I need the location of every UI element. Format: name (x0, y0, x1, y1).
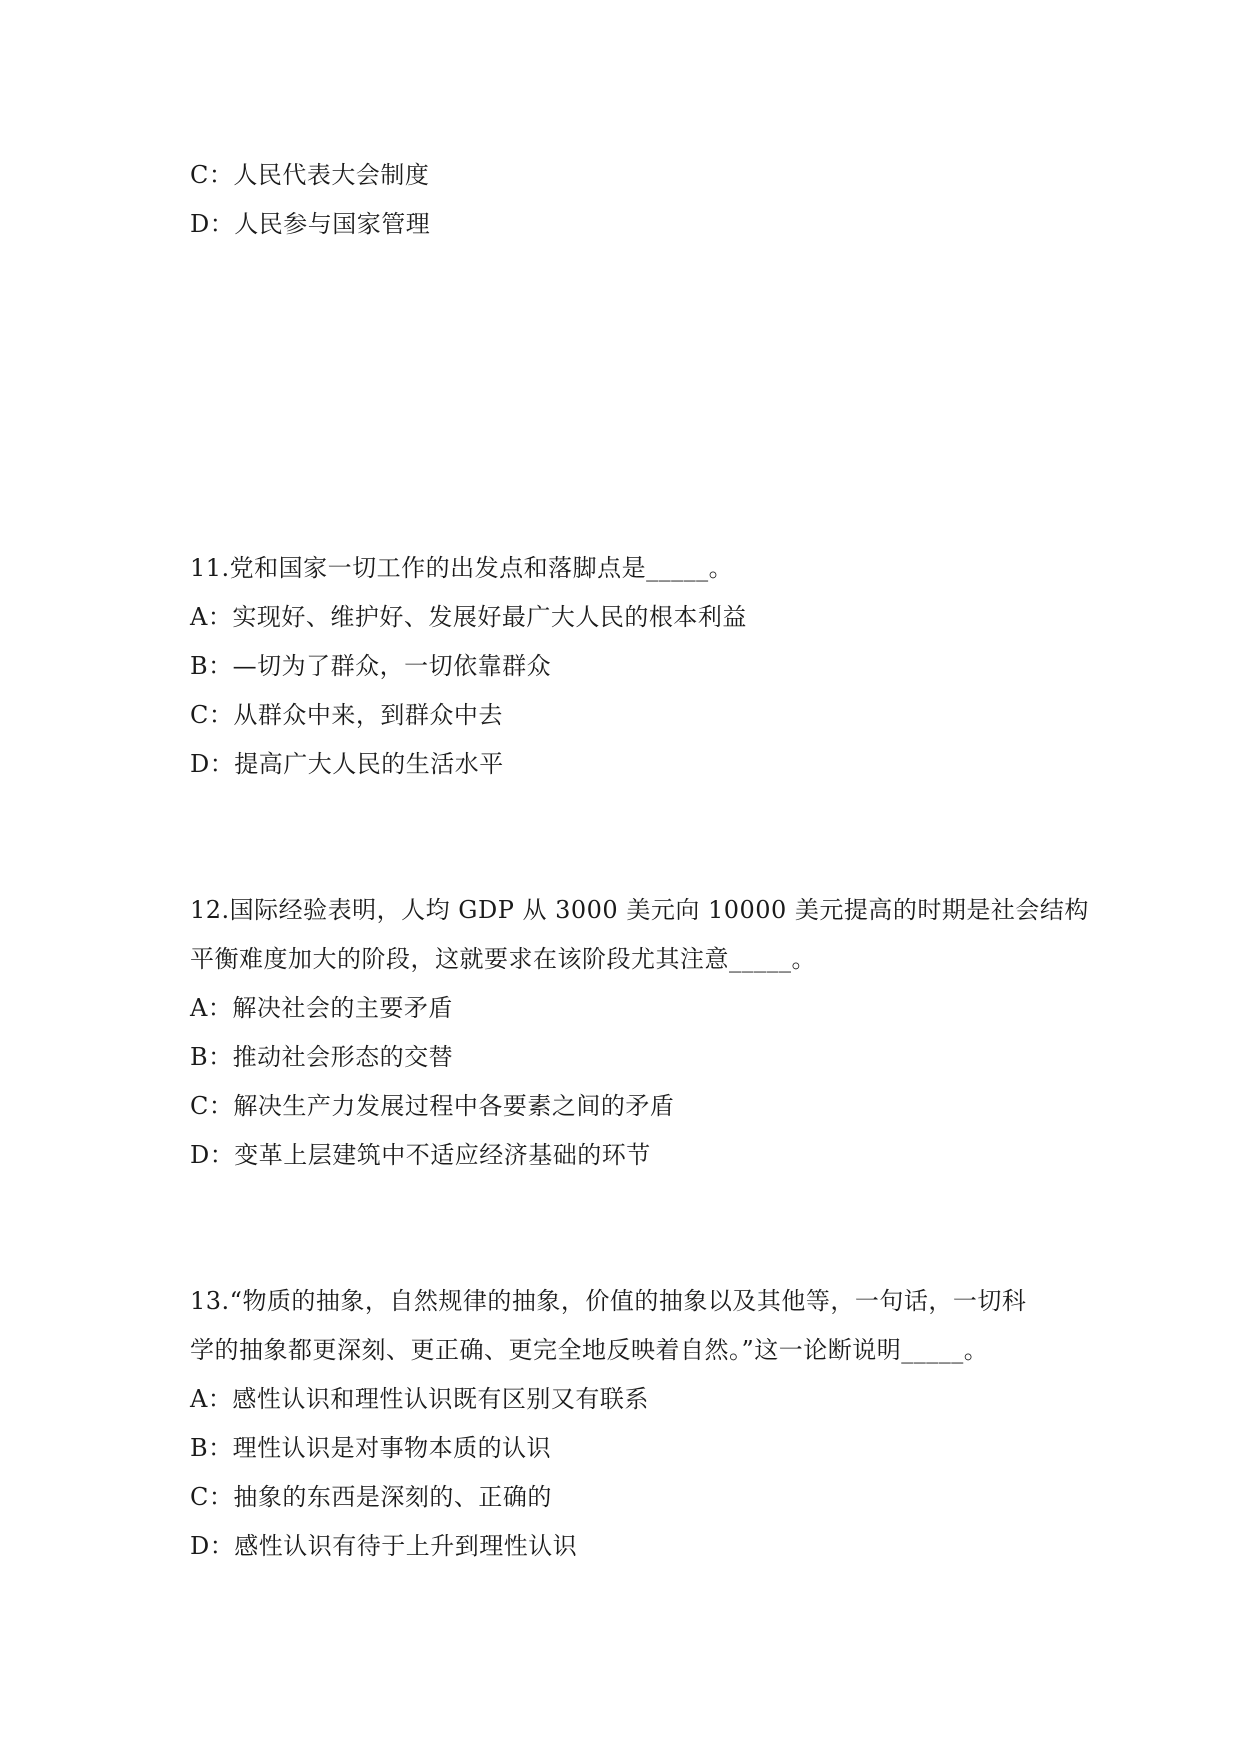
question-11-option-b: B：—切为了群众，一切依靠群众 (190, 652, 552, 680)
question-11-option-c: C：从群众中来，到群众中去 (190, 701, 503, 729)
question-11-option-d: D：提高广大人民的生活水平 (190, 750, 504, 778)
question-13-stem-line-1: 13.“物质的抽象，自然规律的抽象，价值的抽象以及其他等，一句话，一切科 (190, 1287, 1027, 1315)
question-13-option-b: B：理性认识是对事物本质的认识 (190, 1434, 552, 1462)
question-13-stem-line-2: 学的抽象都更深刻、更正确、更完全地反映着自然。”这一论断说明_____。 (190, 1336, 989, 1364)
question-12-stem-line-1: 12.国际经验表明，人均 GDP 从 3000 美元向 10000 美元提高的时期是社会结构 (190, 896, 1089, 924)
question-12-option-b: B：推动社会形态的交替 (190, 1043, 454, 1071)
question-11-stem: 11.党和国家一切工作的出发点和落脚点是_____。 (190, 554, 734, 582)
option-d: D：人民参与国家管理 (190, 210, 431, 238)
question-13-option-d: D：感性认识有待于上升到理性认识 (190, 1532, 578, 1560)
question-12-option-c: C：解决生产力发展过程中各要素之间的矛盾 (190, 1092, 675, 1120)
question-11-option-a: A：实现好、维护好、发展好最广大人民的根本利益 (190, 603, 747, 631)
question-13-option-a: A：感性认识和理性认识既有区别又有联系 (190, 1385, 649, 1413)
question-13-option-c: C：抽象的东西是深刻的、正确的 (190, 1483, 552, 1511)
question-12-stem-line-2: 平衡难度加大的阶段，这就要求在该阶段尤其注意_____。 (190, 945, 816, 973)
option-c: C：人民代表大会制度 (190, 161, 430, 189)
question-12-option-d: D：变革上层建筑中不适应经济基础的环节 (190, 1141, 651, 1169)
question-12-option-a: A：解决社会的主要矛盾 (190, 994, 453, 1022)
